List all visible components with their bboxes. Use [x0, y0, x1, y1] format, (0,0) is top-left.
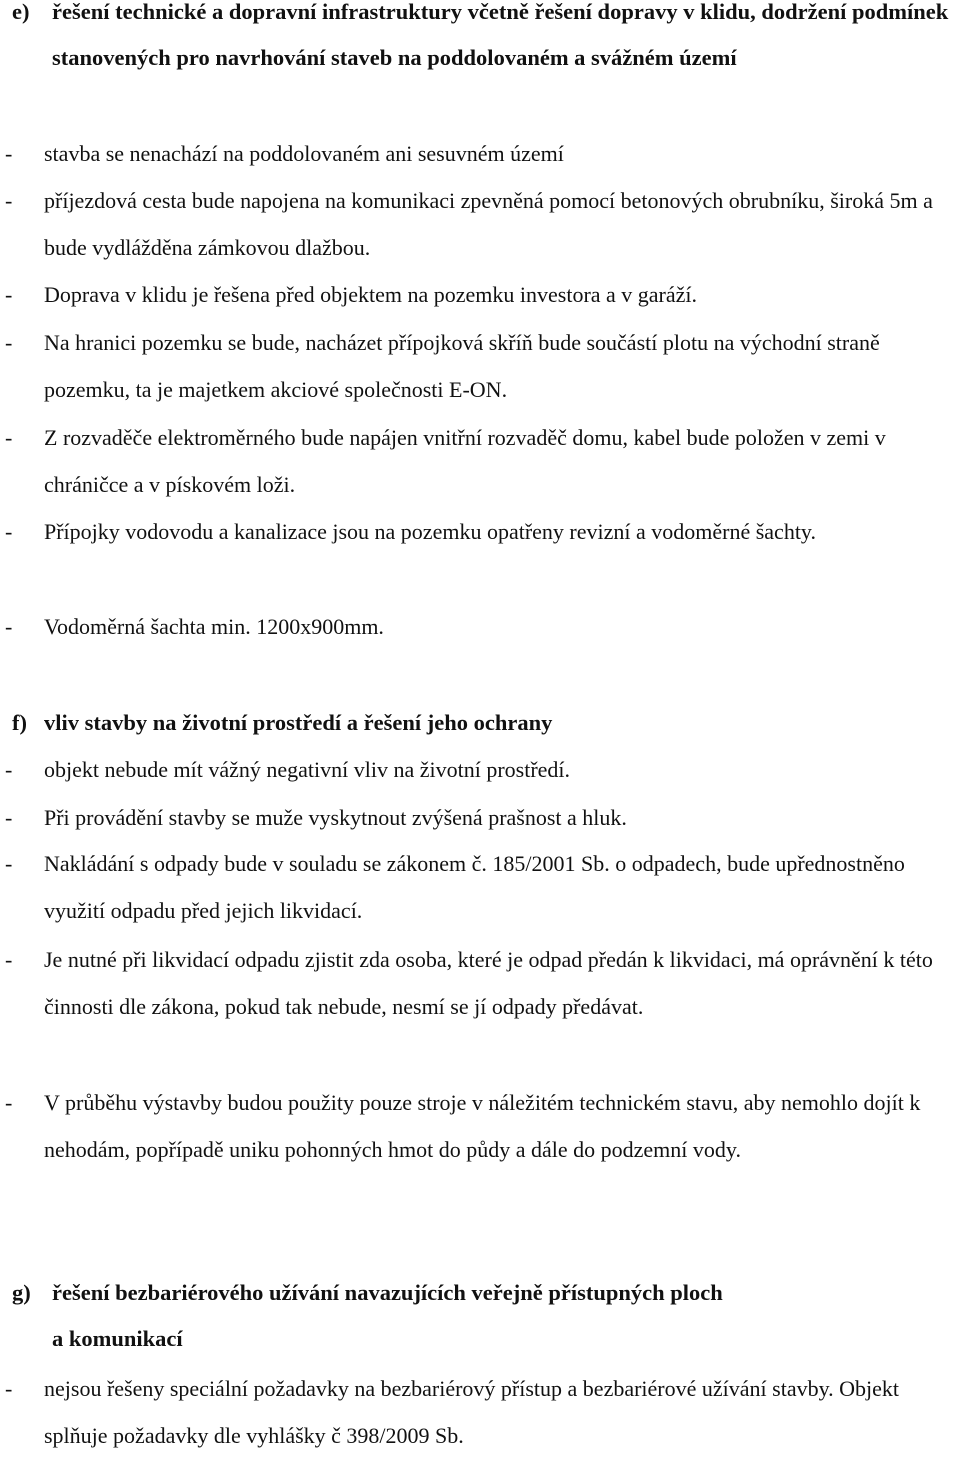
bullet-dash: - — [5, 757, 13, 782]
bullet-dash: - — [5, 947, 13, 972]
section-f-title: vliv stavby na životní prostředí a řešení jeho ochrany — [44, 710, 553, 735]
section-f-item-3 — [0, 840, 958, 934]
section-g-item-1 — [0, 1365, 958, 1459]
item-text: Na hranici pozemku se bude, nacházet přípojková skříň bude součástí plotu na východní straně pozemku, ta je majetkem akciové společnosti E-ON. — [44, 330, 880, 402]
section-f-letter: f) — [12, 710, 27, 735]
item-text: Je nutné při likvidací odpadu zjistit zda osoba, které je odpad předán k likvidaci, má oprávnění k této činnosti dle zákona, pokud tak nebude, nesmí se jí odpady předávat. — [44, 947, 933, 1019]
bullet-dash: - — [5, 1090, 13, 1115]
item-text: stavba se nenachází na poddolovaném ani sesuvném území — [44, 141, 564, 166]
section-e-title: řešení technické a dopravní infrastruktury včetně řešení dopravy v klidu, dodržení podmínek stanovených pro navrhování staveb na poddolovaném a svážném území — [52, 0, 949, 70]
bullet-dash: - — [5, 188, 13, 213]
item-text: nejsou řešeny speciální požadavky na bezbariérový přístup a bezbariérové užívání stavby. Objekt splňuje požadavky dle vyhlášky č 398/2009 Sb. — [44, 1376, 900, 1448]
section-e-item-6 — [0, 508, 958, 555]
section-g-title — [12, 1270, 952, 1362]
section-e-letter: e) — [12, 0, 30, 24]
bullet-dash: - — [5, 614, 13, 639]
section-e-item-5 — [0, 414, 958, 508]
item-text: objekt nebude mít vážný negativní vliv na životní prostředí. — [44, 757, 571, 782]
item-text: Nakládání s odpady bude v souladu se zákonem č. 185/2001 Sb. o odpadech, bude upřednostněno využití odpadu před jejich likvidací. — [44, 851, 905, 923]
bullet-dash: - — [5, 851, 13, 876]
section-e-heading — [12, 0, 952, 81]
bullet-dash: - — [5, 141, 13, 166]
item-text: Vodoměrná šachta min. 1200x900mm. — [44, 614, 384, 639]
section-e-item-7 — [0, 603, 958, 650]
item-text: V průběhu výstavby budou použity pouze stroje v náležitém technickém stavu, aby nemohlo dojít k nehodám, popřípadě uniku pohonných hmot do půdy a dále do podzemní vody. — [44, 1090, 921, 1162]
bullet-dash: - — [5, 519, 13, 544]
section-e-item-3 — [0, 271, 958, 318]
section-f-item-4 — [0, 936, 958, 1030]
section-f-item-1 — [0, 746, 958, 793]
item-text: Při provádění stavby se muže vyskytnout zvýšená prašnost a hluk. — [44, 805, 627, 830]
item-text: Doprava v klidu je řešena před objektem na pozemku investora a v garáží. — [44, 282, 698, 307]
bullet-dash: - — [5, 425, 13, 450]
bullet-dash: - — [5, 330, 13, 355]
section-e-item-1 — [0, 130, 958, 177]
section-e-item-4 — [0, 319, 958, 413]
bullet-dash: - — [5, 1376, 13, 1401]
section-g-letter: g) — [12, 1280, 31, 1305]
section-g-title-line-2: a komunikací — [52, 1326, 183, 1351]
section-f-item-5 — [0, 1079, 958, 1173]
section-f-item-2 — [0, 794, 958, 841]
item-text: Z rozvaděče elektroměrného bude napájen vnitřní rozvaděč domu, kabel bude položen v zemi v chráničce a v pískovém loži. — [44, 425, 886, 497]
section-g-heading — [12, 1270, 952, 1362]
section-e-item-2 — [0, 177, 958, 271]
bullet-dash: - — [5, 805, 13, 830]
item-text: Přípojky vodovodu a kanalizace jsou na pozemku opatřeny revizní a vodoměrné šachty. — [44, 519, 816, 544]
bullet-dash: - — [5, 282, 13, 307]
item-text: příjezdová cesta bude napojena na komunikaci zpevněná pomocí betonových obrubníku, široká 5m a bude vydlážděna zámkovou dlažbou. — [44, 188, 933, 260]
section-g-title-line-1: řešení bezbariérového užívání navazujících veřejně přístupných ploch — [52, 1280, 723, 1305]
section-f-heading — [12, 700, 952, 746]
